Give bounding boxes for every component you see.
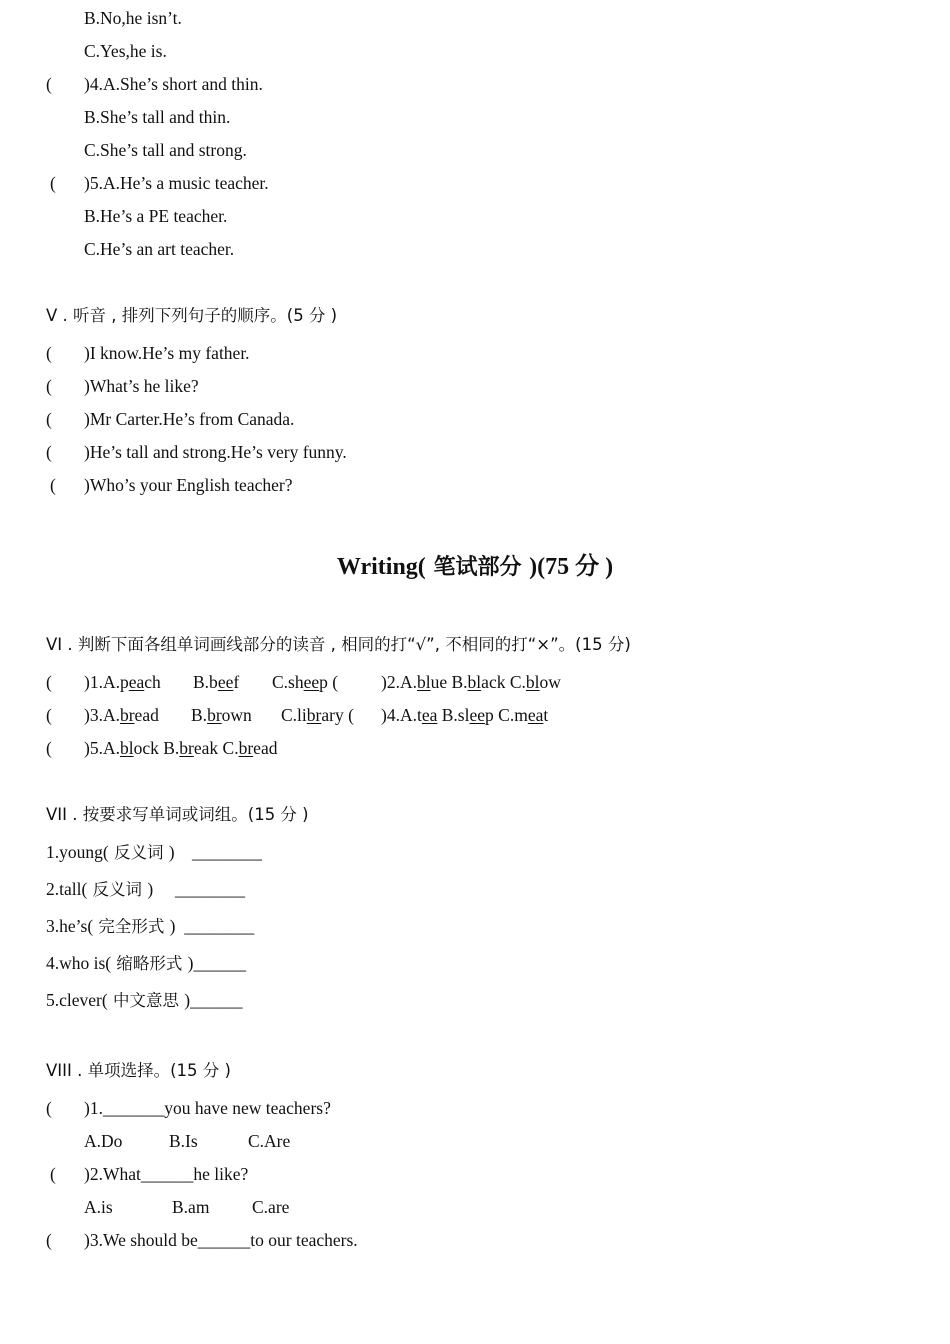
q5-option-a: )5.A.He’s a music teacher. [84, 173, 269, 193]
mc-q2-option-b: B.am [172, 1197, 210, 1217]
phonics-q3-c: C.library ( [281, 705, 354, 725]
q5-option-b: B.He’s a PE teacher. [84, 206, 228, 226]
q4-option-c: C.She’s tall and strong. [84, 140, 247, 160]
order-item-paren: ( [46, 343, 52, 363]
phonics-q3-b: B.brown [191, 705, 252, 725]
q4-option-a: )4.A.She’s short and thin. [84, 74, 263, 94]
phonics-q3-a: )3.A.bread [84, 705, 159, 725]
word-task-4: 4.who is( 缩略形式 )______ [46, 953, 246, 973]
order-item-paren: ( [46, 376, 52, 396]
mc-q1-option-c: C.Are [248, 1131, 291, 1151]
phonics-row-2-paren: ( [46, 705, 52, 725]
order-item-text: )I know.He’s my father. [84, 343, 250, 363]
phonics-row-3-paren: ( [46, 738, 52, 758]
phonics-q2: )2.A.blue B.black C.blow [381, 672, 561, 692]
order-item-text: )He’s tall and strong.He’s very funny. [84, 442, 347, 462]
mc-q1-paren: ( [46, 1098, 52, 1118]
mc-q2-option-c: C.are [252, 1197, 290, 1217]
order-item-paren: ( [46, 409, 52, 429]
title-cn: 笔试部分 [425, 555, 530, 580]
q5-answer-paren: ( [50, 173, 56, 193]
phonics-q1-a: )1.A.peach [84, 672, 161, 692]
phonics-q1-b: B.beef [193, 672, 240, 692]
phonics-row-1-paren: ( [46, 672, 52, 692]
mc-q1-option-b: B.Is [169, 1131, 198, 1151]
word-task-5: 5.clever( 中文意思 )______ [46, 990, 243, 1010]
q4-answer-paren: ( [46, 74, 52, 94]
order-item-text: )Who’s your English teacher? [84, 475, 293, 495]
mc-q3-paren: ( [46, 1230, 52, 1250]
order-item-text: )What’s he like? [84, 376, 199, 396]
phonics-q4: )4.A.tea B.sleep C.meat [381, 705, 549, 725]
q5-option-c: C.He’s an art teacher. [84, 239, 235, 259]
mc-q3-stem: )3.We should be______to our teachers. [84, 1230, 358, 1250]
phonics-q5: )5.A.block B.break C.bread [84, 738, 278, 758]
mc-q2-paren: ( [50, 1164, 56, 1184]
mc-q2-option-a: A.is [84, 1197, 113, 1217]
title-suffix: )(75 分 ) [529, 554, 614, 580]
order-item-text: )Mr Carter.He’s from Canada. [84, 409, 295, 429]
q4-option-b: B.She’s tall and thin. [84, 107, 231, 127]
q3-option-c: C.Yes,he is. [84, 41, 167, 61]
phonics-q1-c: C.sheep ( [272, 672, 339, 692]
section-7-heading: VII . 按要求写单词或词组。(15 分 ) [46, 805, 309, 824]
writing-section-title [0, 552, 950, 583]
section-5-heading: V . 听音 , 排列下列句子的顺序。(5 分 ) [46, 306, 338, 325]
word-task-1: 1.young( 反义词 ) ________ [46, 842, 263, 862]
section-6-heading: VI . 判断下面各组单词画线部分的读音 , 相同的打“√”, 不相同的打“×”。(15 分) [46, 635, 631, 654]
mc-q1-stem: )1._______you have new teachers? [84, 1098, 331, 1118]
mc-q1-option-a: A.Do [84, 1131, 123, 1151]
word-task-3: 3.he’s( 完全形式 ) ________ [46, 916, 255, 936]
word-task-2: 2.tall( 反义词 ) ________ [46, 879, 246, 899]
mc-q2-stem: )2.What______he like? [84, 1164, 249, 1184]
title-prefix: Writing( [336, 554, 426, 580]
order-item-paren: ( [50, 475, 56, 495]
section-8-heading: VIII . 单项选择。(15 分 ) [46, 1061, 231, 1080]
order-item-paren: ( [46, 442, 52, 462]
q3-option-b: B.No,he isn’t. [84, 8, 182, 28]
